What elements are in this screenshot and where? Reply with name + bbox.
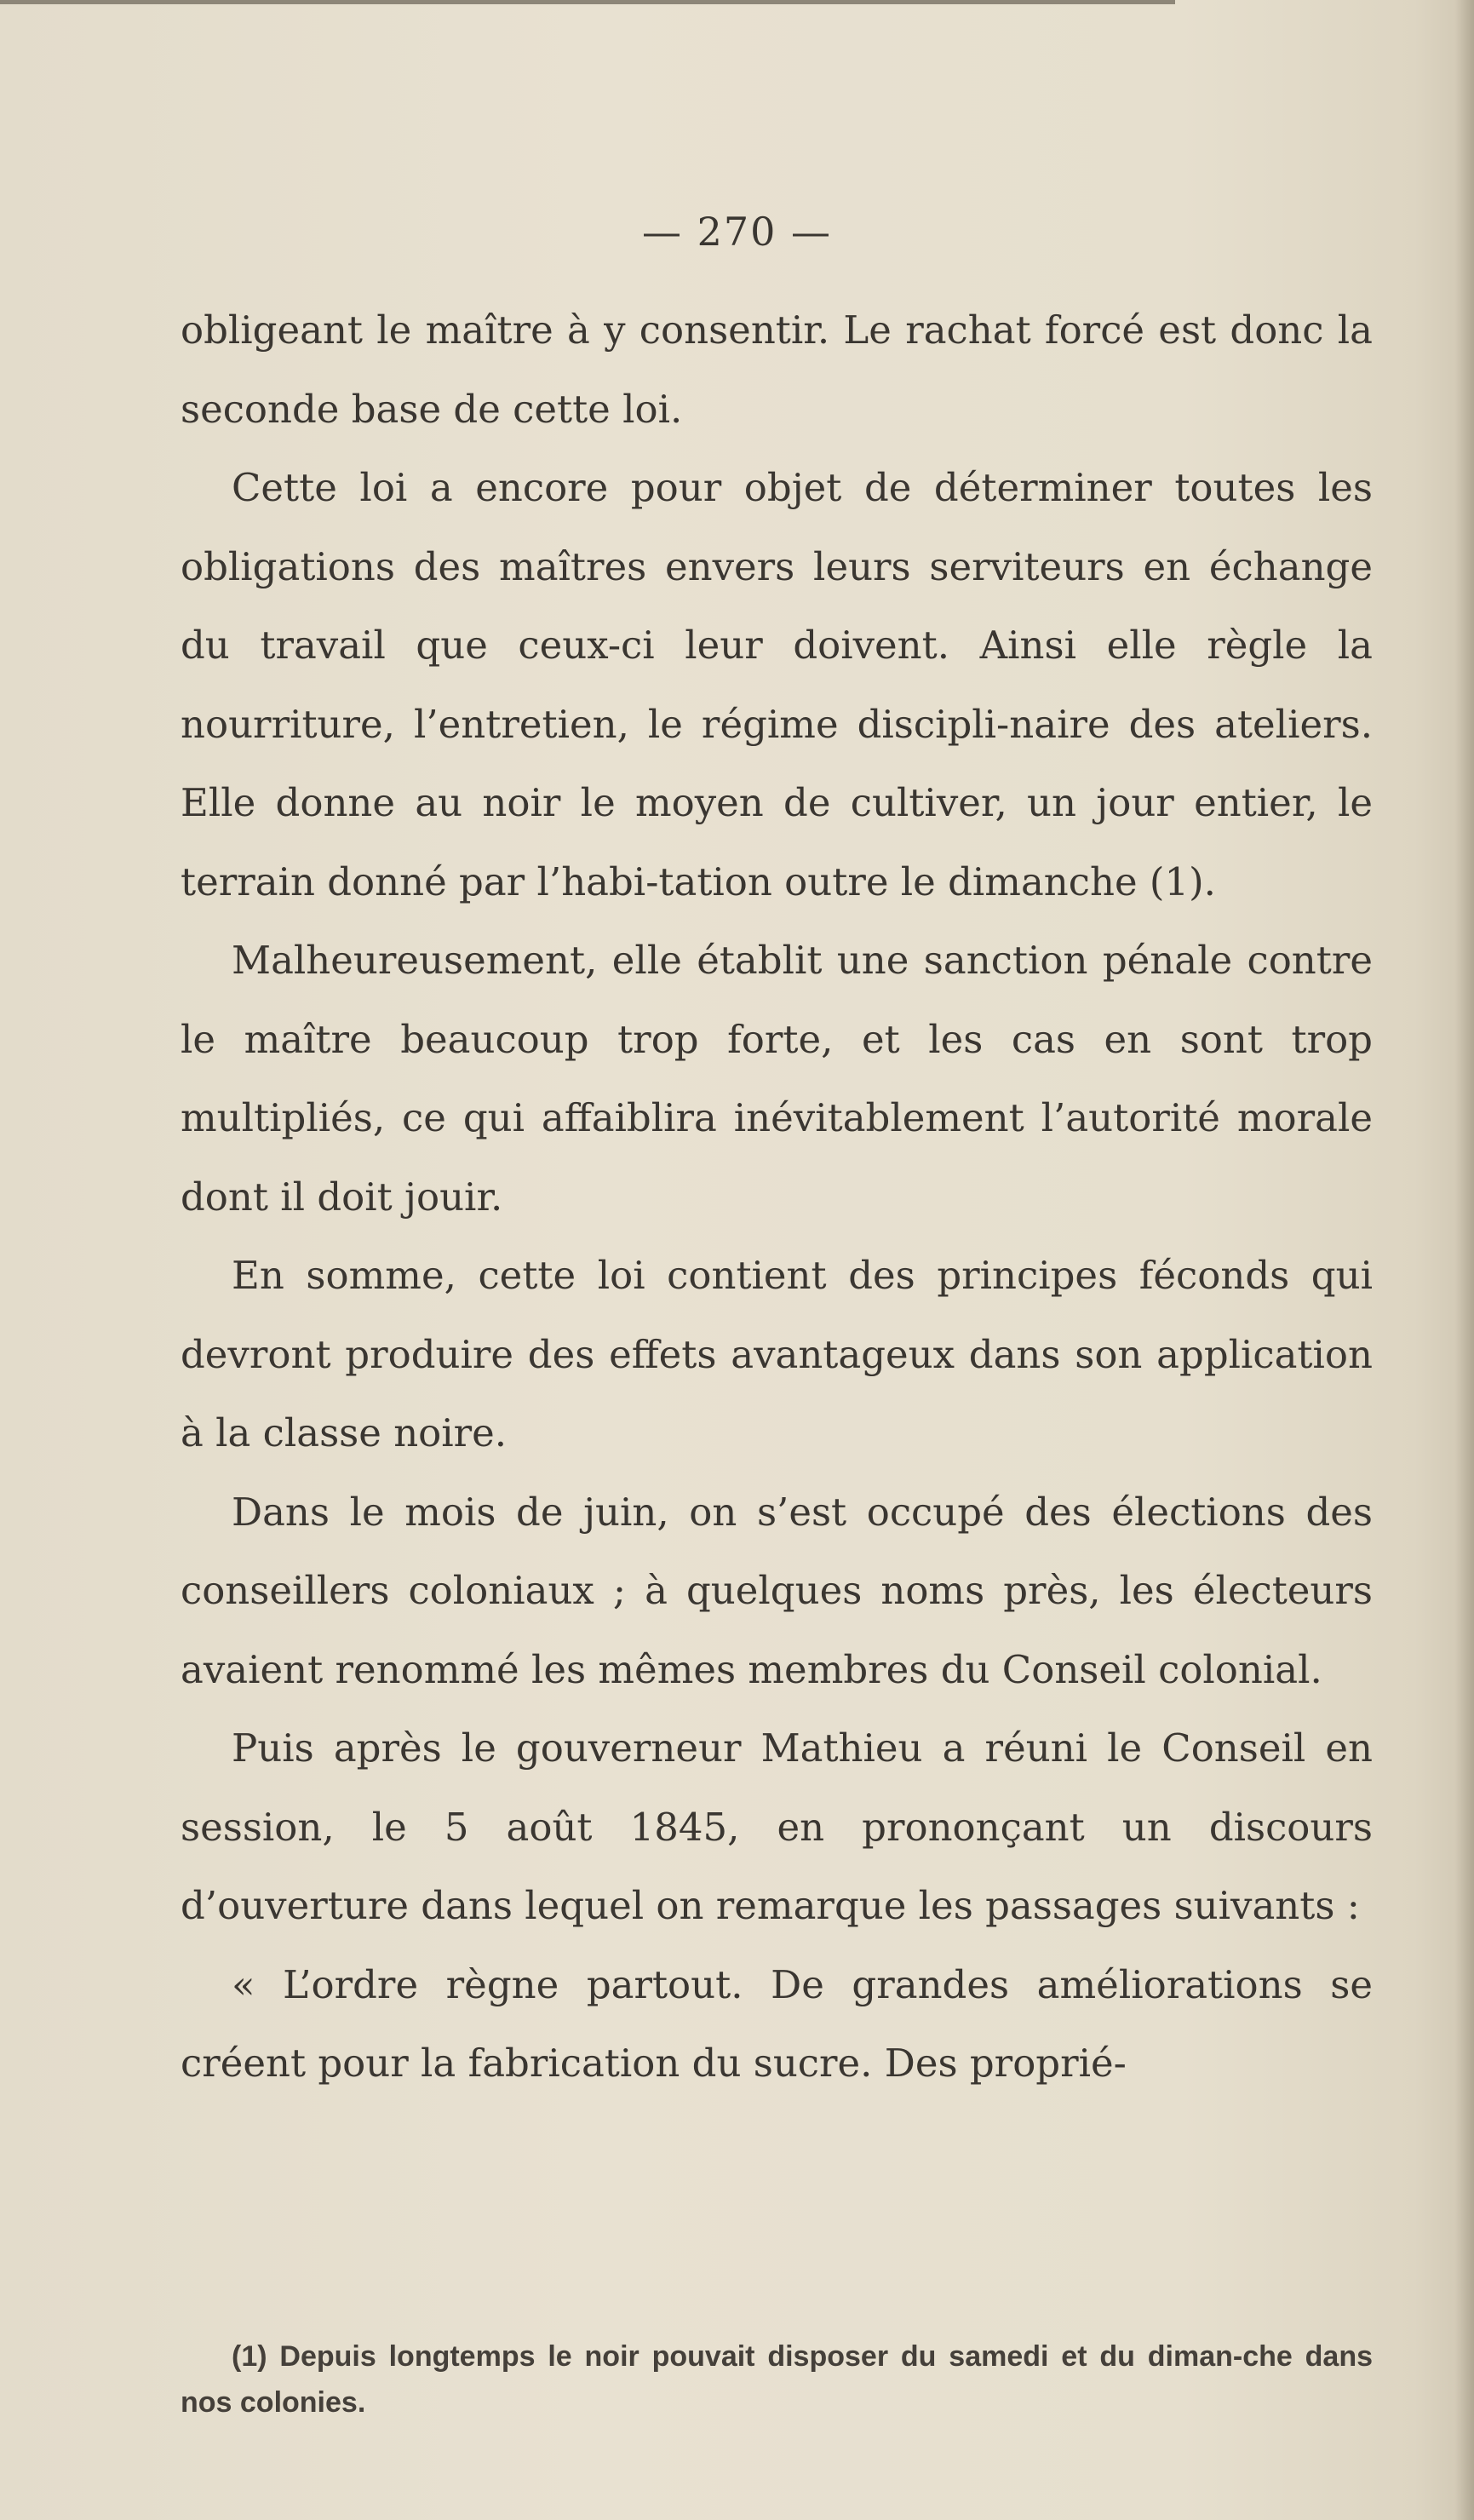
page-edge-shadow <box>1455 0 1474 2520</box>
paragraph-1: obligeant le maître à y consentir. Le rachat forcé est donc la seconde base de cette loi. <box>181 307 1373 432</box>
paragraph-2: Cette loi a encore pour objet de déterminer toutes les obligations des maîtres envers leurs serviteurs en échange du travail que ceux-ci leur doivent. Ainsi elle règle la nourriture, l’entretien, le régime discipli-naire des ateliers. Elle donne au noir le moyen de cultiver, un jour entier, le terrain donné par l’habi-tation outre le dimanche (1). <box>181 465 1373 904</box>
paragraph-4: En somme, cette loi contient des principes féconds qui devront produire des effets avantageux dans son application à la classe noire. <box>181 1253 1373 1455</box>
paragraph-5: Dans le mois de juin, on s’est occupé des élections des conseillers coloniaux ; à quelques noms près, les électeurs avaient renommé les mêmes membres du Conseil colonial. <box>181 1489 1373 1692</box>
body-text <box>181 291 1373 2104</box>
footnote <box>181 2333 1373 2425</box>
paragraph-7: « L’ordre règne partout. De grandes améliorations se créent pour la fabrication du sucre. Des proprié- <box>181 1961 1373 2086</box>
page-number: — 270 — <box>641 209 833 255</box>
top-edge-rule <box>0 0 1175 4</box>
footnote-text: (1) Depuis longtemps le noir pouvait disposer du samedi et du diman-che dans nos colonies. <box>181 2340 1373 2419</box>
paragraph-3: Malheureusement, elle établit une sanction pénale contre le maître beaucoup trop forte, et les cas en sont trop multipliés, ce qui affaiblira inévitablement l’autorité morale dont il doit jouir. <box>181 938 1373 1220</box>
paragraph-6: Puis après le gouverneur Mathieu a réuni le Conseil en session, le 5 août 1845, en prononçant un discours d’ouverture dans lequel on remarque les passages suivants : <box>181 1725 1373 1928</box>
